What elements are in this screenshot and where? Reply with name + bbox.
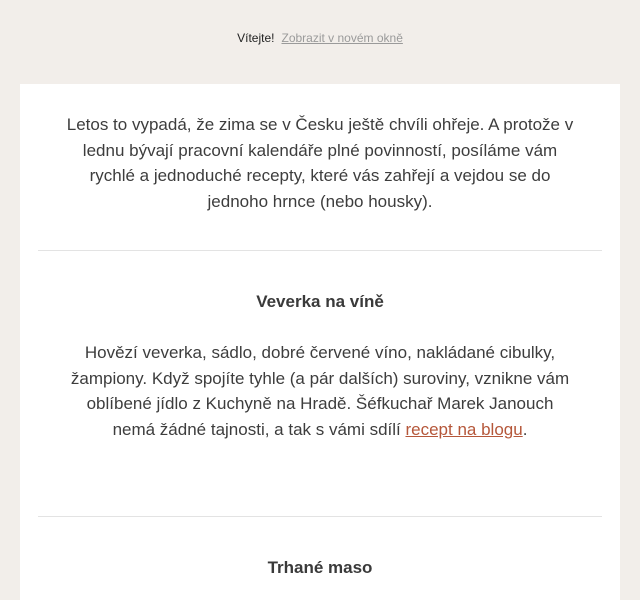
recipe-title: Veverka na víně <box>256 292 384 311</box>
recipe-description-text: Hovězí veverka, sádlo, dobré červené víno, nakládané cibulky, žampiony. Když spojíte tyhle (a pár dalších) suroviny, vznikne vám oblíbené jídlo z Kuchyně na Hradě. Šéfkuchař Marek Janouch nemá žádné tajnosti, a tak s vámi sdílí <box>70 343 570 439</box>
recipe-description <box>70 340 570 442</box>
intro-paragraph: Letos to vypadá, že zima se v Česku ještě chvíli ohřeje. A protože v lednu bývají pracovní kalendáře plné povinností, posíláme vám rychlé a jednoduché recepty, které vás zahřejí a vejdou se do jednoho hrnce (nebo housky). <box>66 115 574 211</box>
section-divider <box>38 516 602 517</box>
recipe-description-end: . <box>522 419 528 439</box>
view-in-new-window-link[interactable]: Zobrazit v novém okně <box>281 31 403 45</box>
section-divider <box>38 250 602 251</box>
recipe-blog-link[interactable]: recept na blogu <box>405 419 523 439</box>
recipe-title: Trhané maso <box>267 558 373 577</box>
email-header <box>0 0 640 84</box>
greeting-text: Vítejte! <box>237 31 275 45</box>
email-content-card <box>20 84 620 600</box>
